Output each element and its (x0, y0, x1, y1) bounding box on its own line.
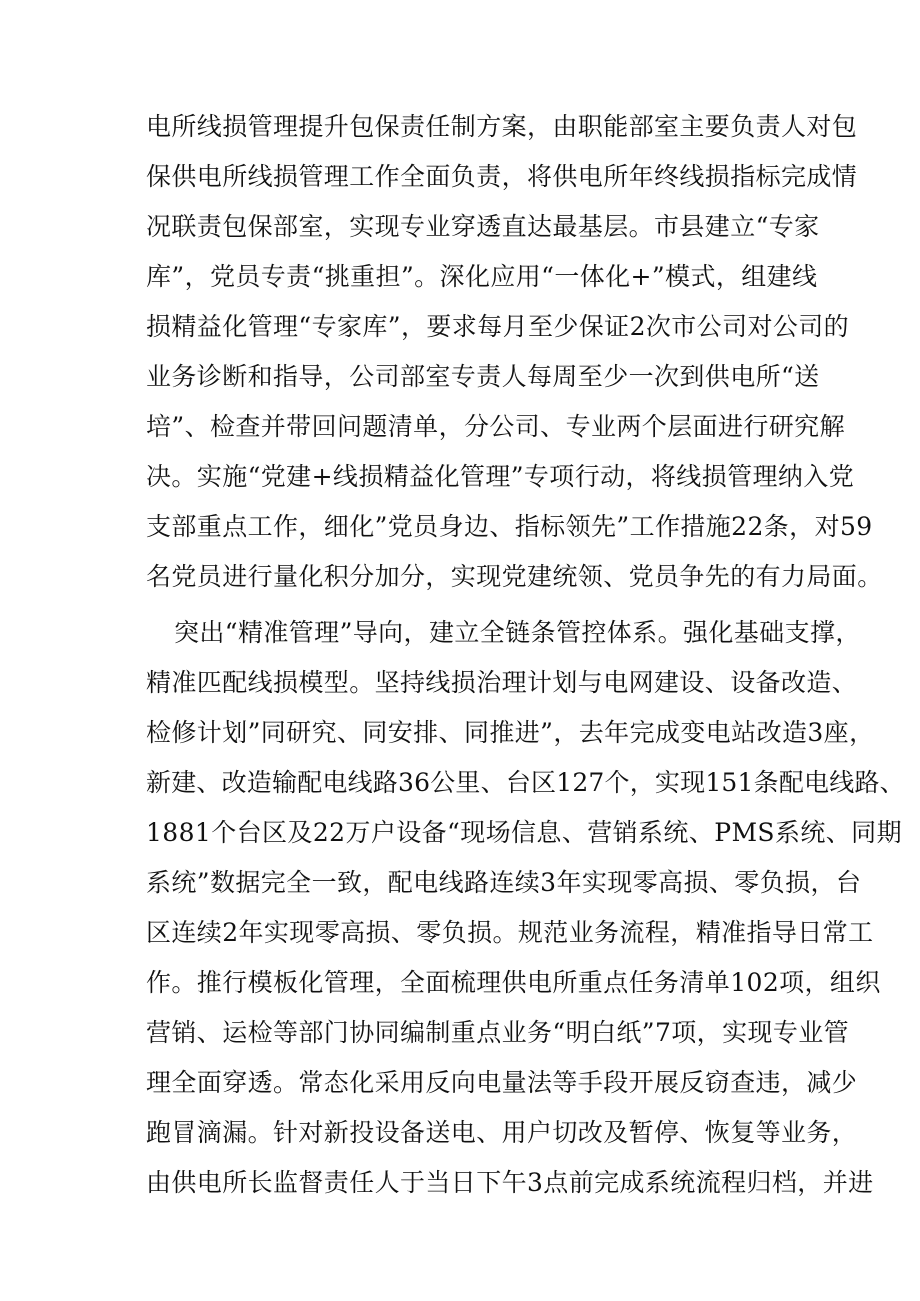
paragraph-line: 作。推行模板化管理，全面梳理供电所重点任务清单102项，组织 (146, 968, 881, 997)
paragraph-line: 营销、运检等部门协同编制重点业务“明白纸”7项，实现专业管 (146, 1018, 850, 1047)
paragraph-line: 损精益化管理“专家库”，要求每月至少保证2次市公司对公司的 (146, 312, 850, 341)
paragraph-line: 理全面穿透。常态化采用反向电量法等手段开展反窃查违，减少 (146, 1068, 858, 1097)
paragraph-line: 保供电所线损管理工作全面负责，将供电所年终线损指标完成情 (146, 162, 858, 191)
paragraph-line: 库”，党员专责“挑重担”。深化应用“一体化+”模式，组建线 (146, 262, 818, 291)
paragraph-line: 名党员进行量化积分加分，实现党建统领、党员争先的有力局面。 (146, 562, 883, 591)
paragraph-line: 培”、检查并带回问题清单，分公司、专业两个层面进行研究解 (146, 412, 845, 441)
paragraph-line: 况联责包保部室，实现专业穿透直达最基层。市县建立“专家 (146, 212, 820, 241)
paragraph-line: 支部重点工作，细化”党员身边、指标领先”工作措施22条，对59 (146, 512, 873, 541)
paragraph-line: 区连续2年实现零高损、零负损。规范业务流程，精准指导日常工 (146, 918, 874, 947)
paragraph-line: 业务诊断和指导，公司部室专责人每周至少一次到供电所“送 (146, 362, 820, 391)
paragraph-line: 决。实施“党建+线损精益化管理”专项行动，将线损管理纳入党 (146, 462, 855, 491)
paragraph-line: 新建、改造输配电线路36公里、台区127个，实现151条配电线路、 (146, 768, 905, 797)
paragraph-line: 精准匹配线损模型。坚持线损治理计划与电网建设、设备改造、 (146, 668, 858, 697)
paragraph-line: 突出“精准管理”导向，建立全链条管控体系。强化基础支撑， (174, 618, 861, 647)
paragraph-line: 电所线损管理提升包保责任制方案，由职能部室主要负责人对包 (146, 112, 858, 141)
paragraph-line: 检修计划”同研究、同安排、同推进”，去年完成变电站改造3座， (146, 718, 875, 747)
paragraph-line: 系统”数据完全一致，配电线路连续3年实现零高损、零负损，台 (146, 868, 862, 897)
paragraph-line: 1881个台区及22万户设备“现场信息、营销系统、PMS系统、同期 (146, 818, 902, 847)
paragraph-line: 由供电所长监督责任人于当日下午3点前完成系统流程归档，并进 (146, 1168, 874, 1197)
paragraph-line: 跑冒滴漏。针对新投设备送电、用户切改及暂停、恢复等业务， (146, 1118, 858, 1147)
